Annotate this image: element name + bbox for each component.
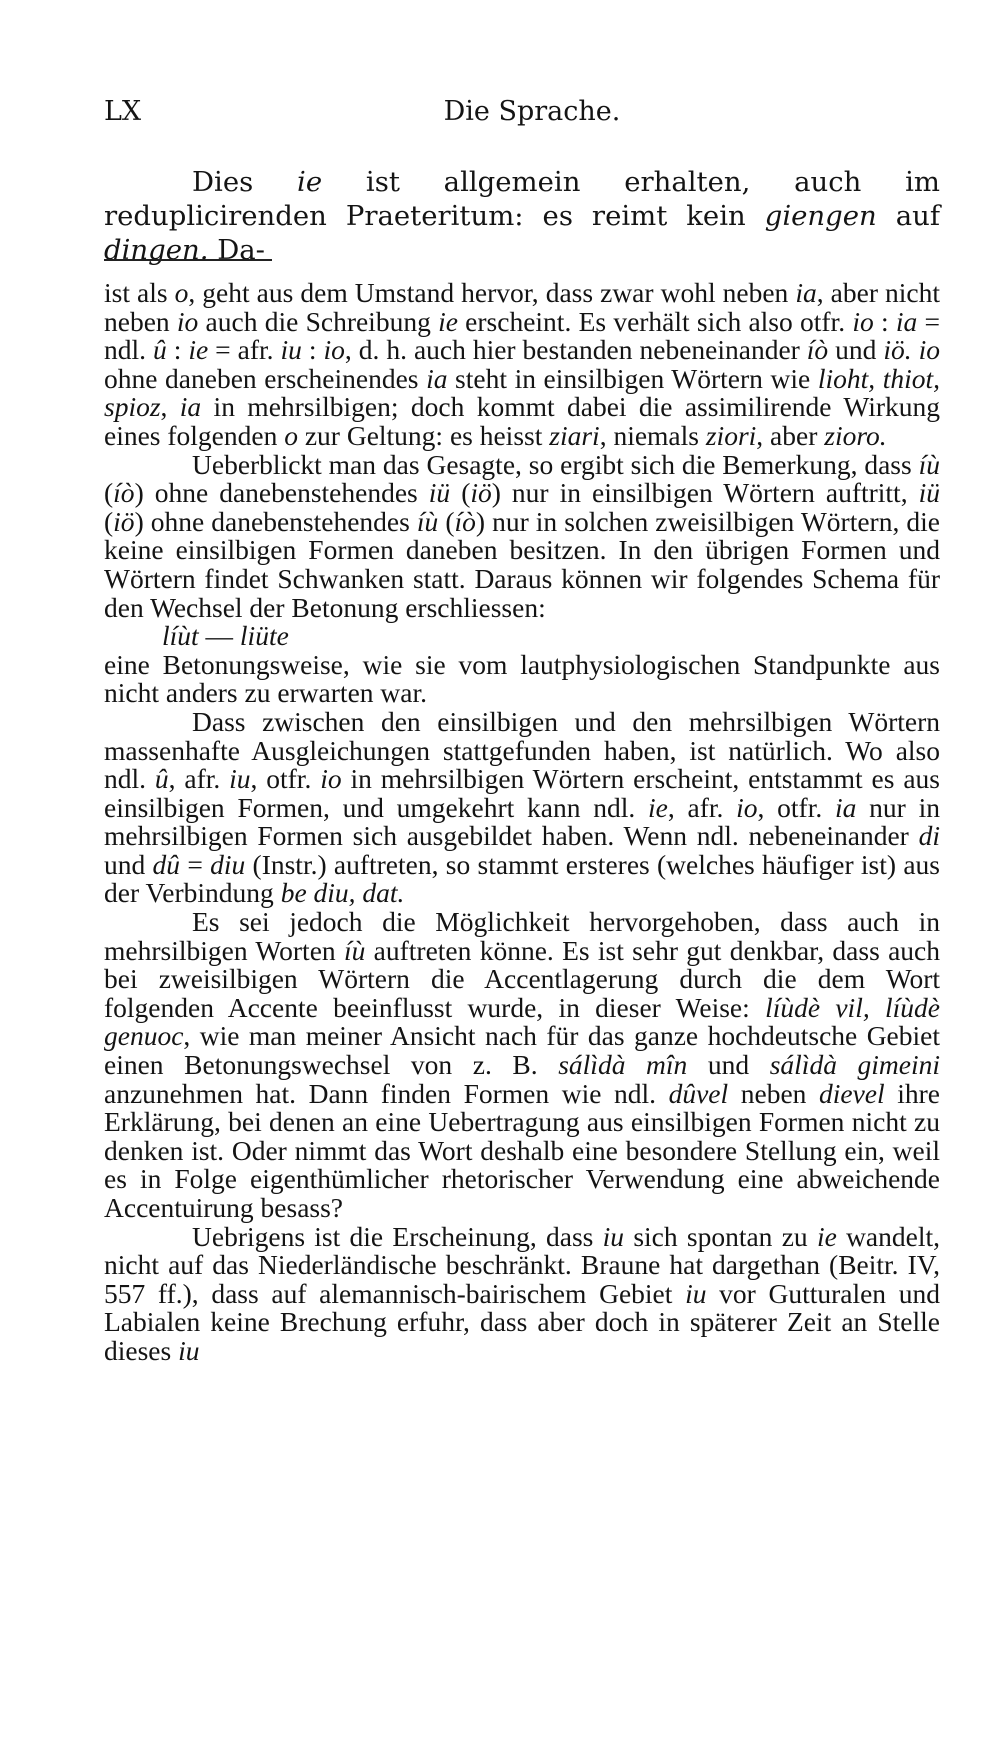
text-run: , afr. xyxy=(667,791,737,823)
text-run xyxy=(912,334,919,365)
text-run: , afr. xyxy=(168,763,230,795)
italic-term: líùdè vil, líùdè genuoc xyxy=(104,991,940,1052)
italic-term: diu xyxy=(210,848,246,880)
italic-term: ia xyxy=(179,391,202,423)
text-run: , d. h. auch hier bestanden nebeneinander xyxy=(344,334,807,366)
text-run: : xyxy=(166,334,189,366)
text-run: , xyxy=(160,391,180,423)
italic-term: di xyxy=(918,820,940,852)
italic-term: o xyxy=(174,277,189,308)
italic-term: iö. xyxy=(883,334,912,366)
italic-term: iu xyxy=(178,1334,200,1366)
text-run: , niemals xyxy=(599,419,706,451)
text-run: Dies xyxy=(192,166,298,198)
text-run: , otfr. xyxy=(757,791,835,823)
italic-term: íù xyxy=(343,934,366,966)
text-run: ( xyxy=(104,505,114,537)
text-run: und xyxy=(687,1049,770,1081)
italic-term: iü xyxy=(428,477,451,509)
text-run: ist allgemein erhalten, auch im reduplicirenden Praeteritum: es reimt kein xyxy=(104,166,941,232)
italic-term: iu xyxy=(229,763,251,795)
text-run: ) ohne danebenstehendes xyxy=(134,477,429,509)
italic-term: sálìdà gimeini xyxy=(769,1049,941,1081)
italic-term: iö xyxy=(113,505,135,537)
italic-term: iö xyxy=(470,477,492,509)
main-paragraph xyxy=(104,165,940,267)
italic-term: ia xyxy=(795,277,817,308)
footnote-paragraph-4 xyxy=(104,705,940,909)
text-run: auf xyxy=(876,200,941,232)
italic-term: io xyxy=(320,763,342,795)
text-run: erscheint. Es verhält sich also otfr. xyxy=(457,305,853,337)
text-run: eine Betonungsweise, wie sie vom lautphysiologischen Standpunkte aus nicht anders zu erwarten war. xyxy=(104,648,940,709)
italic-term: û xyxy=(153,334,167,366)
main-text xyxy=(104,165,940,267)
italic-term: ia xyxy=(835,791,857,823)
text-run: und xyxy=(828,334,884,366)
text-run: ( xyxy=(450,477,471,509)
italic-term: io xyxy=(323,334,345,366)
italic-term: íò xyxy=(806,334,829,366)
text-run: anzunehmen hat. Dann finden Formen wie ndl. xyxy=(104,1077,669,1109)
italic-term: liüte xyxy=(239,620,289,652)
text-run: neben xyxy=(728,1077,819,1109)
text-run: = xyxy=(180,848,211,880)
text-run: — xyxy=(198,620,240,652)
text-run: in mehrsilbigen; doch kommt dabei die assimilirende Wirkung eines folgenden xyxy=(104,391,941,451)
italic-term: û xyxy=(154,763,169,795)
italic-term: io xyxy=(736,791,758,823)
italic-term: iü xyxy=(918,477,940,509)
text-run: und xyxy=(104,848,153,880)
text-run: , wie man meiner Ansicht nach für das ganze hochdeutsche Gebiet einen Betonungswechsel von z. B. xyxy=(104,1020,940,1081)
text-run: : xyxy=(873,305,896,337)
running-title: Die Sprache. xyxy=(443,96,621,127)
italic-term: o xyxy=(284,419,298,451)
text-run: ( xyxy=(104,477,114,509)
italic-term: líùt xyxy=(162,620,199,652)
text-run: ) nur in einsilbigen Wörtern auftritt, xyxy=(491,477,919,509)
italic-term: dingen. xyxy=(104,234,209,266)
italic-term: sálìdà mîn xyxy=(558,1049,688,1081)
italic-term: io xyxy=(918,334,941,366)
footnote-paragraph-5 xyxy=(104,908,940,1223)
text-run: auftreten könne. Es ist sehr gut denkbar, dass auch bei zweisilbigen Wörtern die Accentlagerung durch die dem Wort folgenden Accente beeinflusst wurde, in dieser Weise: xyxy=(104,934,940,1023)
footnote-paragraph-3 xyxy=(104,648,940,709)
footnote xyxy=(104,279,940,1366)
italic-term: iu xyxy=(280,334,302,366)
text-run: ) ohne danebenstehendes xyxy=(134,505,417,537)
text-run: , geht aus dem Umstand hervor, dass zwar wohl neben xyxy=(188,277,796,308)
italic-term: ie xyxy=(816,1220,837,1252)
italic-term: ziari xyxy=(549,419,600,451)
page-number: LX xyxy=(104,96,142,127)
text-run: zur Geltung: es heisst xyxy=(297,419,550,451)
text-run: Dass zwischen den einsilbigen und den mehrsilbigen Wörtern massenhafte Ausgleichungen stattgefunden haben, ist natürlich. Wo also ndl. xyxy=(104,705,940,795)
text-run: sich spontan zu xyxy=(624,1220,817,1252)
text-run: Da- xyxy=(208,234,265,266)
footnote-paragraph-6 xyxy=(104,1220,940,1366)
italic-term: ie xyxy=(188,334,209,366)
footnote-rule xyxy=(104,259,272,261)
italic-term: dû xyxy=(152,848,181,880)
text-run: ( xyxy=(438,505,455,537)
italic-term: ie xyxy=(297,166,323,198)
footnote-paragraph-1 xyxy=(104,279,940,451)
text-run: (Instr.) auftreten, so stammt ersteres (welches häufiger ist) aus der Verbindung xyxy=(104,848,940,909)
italic-term: íù xyxy=(918,448,940,480)
text-run: steht in einsilbigen Wörtern wie xyxy=(447,362,818,394)
italic-term: ia xyxy=(426,362,448,394)
italic-term: io xyxy=(176,305,199,337)
italic-term: íù xyxy=(416,505,439,537)
text-run: auch die Schreibung xyxy=(198,305,439,337)
text-run: ist als xyxy=(104,277,175,308)
text-run: Ueberblickt man das Gesagte, so ergibt sich die Bemerkung, dass xyxy=(192,448,919,480)
text-run: , otfr. xyxy=(250,763,321,795)
text-run: ihre Erklärung, bei denen an eine Uebertragung aus einsilbigen Formen nicht zu denken ist. Oder nimmt das Wort deshalb eine besondere Stellung ein, weil es in Folge eigenthümlicher rhetorischer Verwendung eine abweichende Accentuirung besass? xyxy=(104,1077,940,1223)
stress-schema-formula xyxy=(104,622,940,651)
italic-term: iu xyxy=(602,1220,625,1252)
text-run: vor Gutturalen und Labialen keine Brechung erfuhr, dass aber doch in späterer Zeit an Stelle dieses xyxy=(104,1277,940,1366)
italic-term: íò xyxy=(113,477,135,509)
italic-term: ie xyxy=(438,305,458,337)
text-run: ohne daneben erscheinendes xyxy=(104,362,427,394)
italic-term: ie xyxy=(648,791,668,823)
italic-term: íò xyxy=(454,505,476,537)
italic-term: dievel xyxy=(818,1077,885,1109)
text-run: , aber xyxy=(756,419,825,451)
italic-term: zioro. xyxy=(824,419,887,451)
italic-term: ia xyxy=(895,305,918,337)
text-run: = afr. xyxy=(208,334,281,366)
italic-term: ziori xyxy=(705,419,757,451)
text-run: Uebrigens ist die Erscheinung, dass xyxy=(192,1220,603,1252)
text-run: in mehrsilbigen Wörtern erscheint, entstammt es aus einsilbigen Formen, und umgekehrt kann ndl. xyxy=(104,763,940,823)
text-run: wandelt, nicht auf das Niederländische beschränkt. Braune hat dargethan (Beitr. IV, 557 ff.), dass auf alemannisch-bairischem Gebiet xyxy=(104,1220,940,1309)
italic-term: dûvel xyxy=(668,1077,729,1109)
italic-term: be diu, dat. xyxy=(280,877,405,909)
text-run: Es sei jedoch die Möglichkeit hervorgehoben, dass auch in mehrsilbigen Worten xyxy=(104,906,940,966)
text-run: : xyxy=(301,334,324,366)
text-run: nur in mehrsilbigen Formen sich ausgebildet haben. Wenn ndl. nebeneinander xyxy=(104,791,940,852)
italic-term: lioht, thiot, spioz xyxy=(104,362,940,423)
text-run: = ndl. xyxy=(104,305,941,366)
italic-term: iu xyxy=(685,1277,707,1309)
text-run: ) nur in solchen zweisilbigen Wörtern, die keine einsilbigen Formen daneben besitzen. In den übrigen Formen und Wörtern findet Schwanken statt. Daraus können wir folgendes Schema für den Wechsel der Betonung erschliessen: xyxy=(104,505,940,623)
text-run: , aber nicht neben xyxy=(104,277,941,337)
italic-term: io xyxy=(852,305,874,337)
italic-term: giengen xyxy=(764,200,877,232)
footnote-paragraph-2 xyxy=(104,448,940,623)
running-head xyxy=(104,92,940,132)
